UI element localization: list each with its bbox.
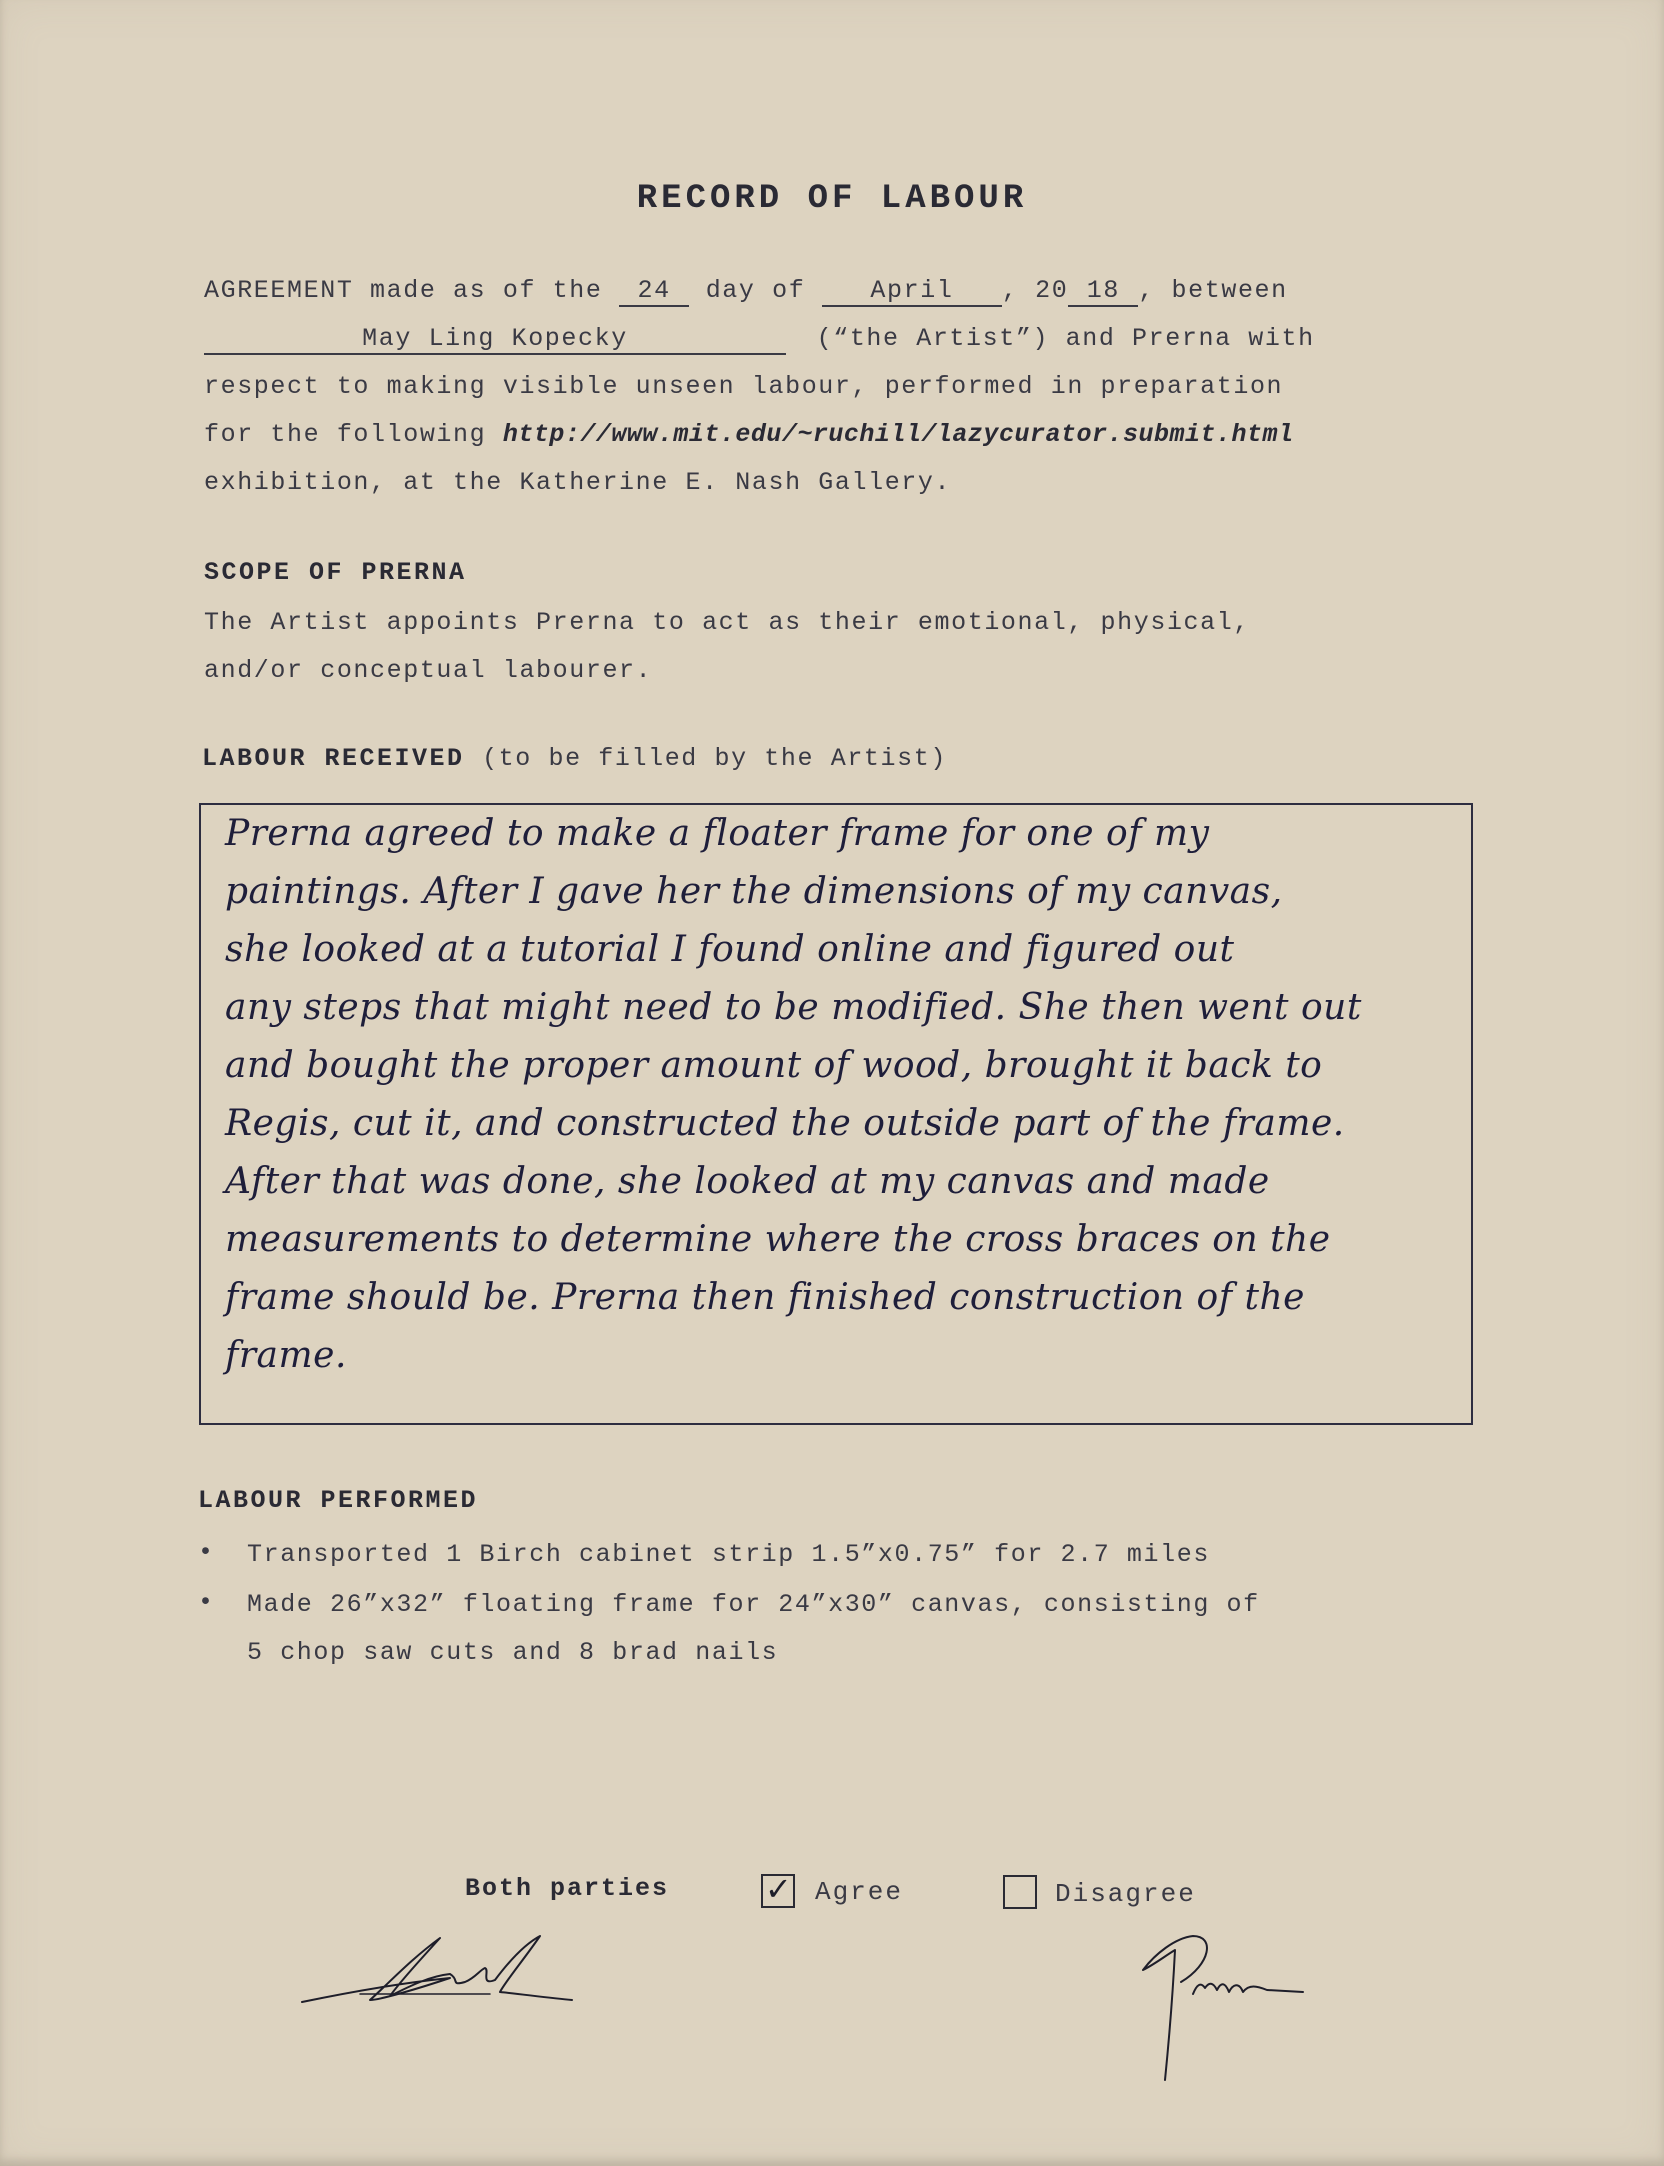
labour-received-box xyxy=(199,803,1473,1425)
day-field: 24 xyxy=(619,277,689,307)
agreement-line-2 xyxy=(204,324,1315,355)
labour-item-2-continued: 5 chop saw cuts and 8 brad nails xyxy=(247,1638,779,1667)
agreement-line-5: exhibition, at the Katherine E. Nash Gallery. xyxy=(204,468,952,497)
handwritten-line-9: frame should be. Prerna then finished construction of the xyxy=(225,1277,1305,1318)
handwritten-line-5: and bought the proper amount of wood, brought it back to xyxy=(225,1045,1323,1086)
bullet-2: • xyxy=(198,1588,215,1617)
day-of-text: day of xyxy=(705,276,806,305)
bullet-1: • xyxy=(198,1538,215,1567)
handwritten-line-3: she looked at a tutorial I found online and figured out xyxy=(225,929,1235,970)
handwritten-line-1: Prerna agreed to make a floater frame for one of my xyxy=(225,813,1210,854)
handwritten-line-6: Regis, cut it, and constructed the outside part of the frame. xyxy=(225,1103,1345,1144)
handwritten-line-2: paintings. After I gave her the dimensions of my canvas, xyxy=(225,871,1283,912)
agreement-line-4 xyxy=(204,420,1293,449)
handwritten-line-8: measurements to determine where the cross braces on the xyxy=(225,1219,1331,1260)
prerna-signature xyxy=(1135,1930,1305,2090)
check-mark-icon: ✓ xyxy=(765,1870,792,1908)
agreement-line-4-prefix: for the following xyxy=(204,420,487,449)
month-field: April xyxy=(822,277,1002,307)
agreement-line-3: respect to making visible unseen labour, performed in preparation xyxy=(204,372,1284,401)
handwritten-line-4: any steps that might need to be modified. She then went out xyxy=(225,987,1362,1028)
labour-item-2: Made 26”x32” floating frame for 24”x30” canvas, consisting of xyxy=(247,1590,1260,1619)
labour-item-1: Transported 1 Birch cabinet strip 1.5”x0.75” for 2.7 miles xyxy=(247,1540,1210,1569)
agreement-line-1 xyxy=(204,276,1288,307)
year-prefix: , 20 xyxy=(1001,276,1069,305)
agree-checkbox[interactable] xyxy=(761,1870,795,1908)
agree-label: Agree xyxy=(815,1877,904,1907)
scope-line-1: The Artist appoints Prerna to act as their emotional, physical, xyxy=(204,608,1250,637)
labour-performed-heading: LABOUR PERFORMED xyxy=(198,1486,479,1515)
handwritten-line-7: After that was done, she looked at my canvas and made xyxy=(225,1161,1270,1202)
labour-received-heading xyxy=(202,744,947,773)
disagree-checkbox[interactable] xyxy=(1003,1875,1037,1909)
labour-received-note: (to be filled by the Artist) xyxy=(482,744,947,773)
scope-heading: SCOPE OF PRERNA xyxy=(204,558,467,587)
artist-line-rest: (“the Artist”) and Prerna with xyxy=(816,324,1315,353)
labour-received-title: LABOUR RECEIVED xyxy=(202,744,465,773)
artist-signature xyxy=(300,1930,580,2010)
year-field: 18 xyxy=(1068,277,1138,307)
artist-name-field: May Ling Kopecky xyxy=(204,325,786,355)
scope-line-2: and/or conceptual labourer. xyxy=(204,656,653,685)
document-title: RECORD OF LABOUR xyxy=(636,180,1028,218)
exhibition-url: http://www.mit.edu/~ruchill/lazycurator.submit.html xyxy=(502,420,1294,449)
agreement-prefix: AGREEMENT made as of the xyxy=(204,276,603,305)
between-text: , between xyxy=(1138,276,1288,305)
handwritten-line-10: frame. xyxy=(225,1335,347,1376)
both-parties-label: Both parties xyxy=(465,1874,670,1903)
disagree-label: Disagree xyxy=(1055,1879,1196,1909)
